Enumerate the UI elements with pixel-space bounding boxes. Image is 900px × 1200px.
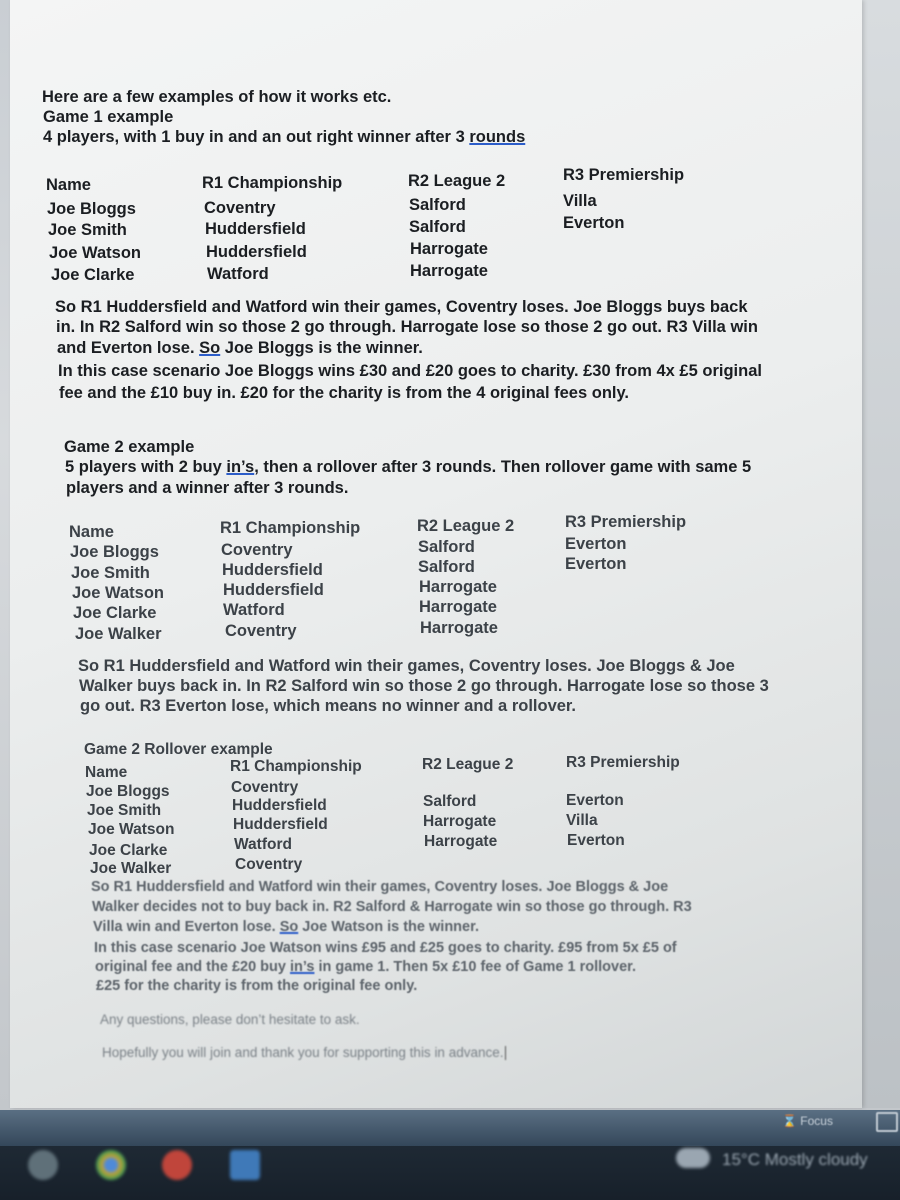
table-cell: Watford [223, 601, 285, 619]
table-cell: Villa [566, 812, 598, 829]
table-cell: Harrogate [410, 262, 488, 280]
table-header: R3 Premiership [566, 754, 680, 771]
table-cell: Salford [409, 218, 466, 236]
table-cell: Joe Bloggs [86, 783, 170, 800]
display-settings-icon[interactable] [876, 1112, 898, 1132]
table-header: R2 League 2 [417, 517, 515, 535]
table-cell: Everton [563, 214, 625, 232]
closing-thanks: Hopefully you will join and thank you for supporting this in advance. [102, 1045, 504, 1060]
table-cell: Coventry [231, 779, 299, 796]
game2-description: players and a winner after 3 rounds. [66, 479, 349, 497]
paragraph-line: So R1 Huddersfield and Watford win their games, Coventry loses. Joe Bloggs & Joe [78, 657, 735, 675]
table-cell: Salford [418, 538, 475, 556]
taskbar-top-strip [0, 1110, 900, 1146]
table-cell: Joe Smith [48, 221, 127, 239]
paragraph-line: go out. R3 Everton lose, which means no winner and a rollover. [80, 697, 577, 715]
table-header: R3 Premiership [565, 513, 687, 531]
table-cell: Salford [418, 558, 475, 576]
table-cell: Huddersfield [233, 816, 328, 833]
table-cell: Salford [409, 196, 466, 214]
paragraph-line: In this case scenario Joe Bloggs wins £30 and £20 goes to charity. £30 from 4x £5 original [58, 362, 762, 380]
table-cell: Watford [234, 836, 292, 853]
intro-line: Here are a few examples of how it works etc. [42, 88, 392, 106]
paragraph-line: fee and the £10 buy in. £20 for the charity is from the 4 original fees only. [59, 384, 630, 402]
paragraph-line: In this case scenario Joe Watson wins £95 and £25 goes to charity. £95 from 5x £5 of [94, 940, 677, 956]
game1-title: Game 1 example [43, 108, 174, 126]
table-header: R1 Championship [220, 519, 361, 537]
table-cell: Joe Clarke [51, 266, 135, 284]
table-cell: Coventry [204, 199, 276, 217]
table-cell: Huddersfield [232, 797, 327, 814]
table-cell: Coventry [221, 541, 293, 559]
window-edge [862, 0, 900, 1108]
paragraph-line: Villa win and Everton lose. So Joe Watson is the winner. [93, 919, 479, 935]
text-cursor [505, 1046, 506, 1060]
table-cell: Joe Bloggs [47, 200, 136, 218]
table-cell: Villa [563, 192, 597, 210]
table-header: R1 Championship [202, 174, 343, 192]
table-cell: Joe Watson [72, 584, 164, 602]
paragraph-line: So R1 Huddersfield and Watford win their games, Coventry loses. Joe Bloggs & Joe [91, 879, 669, 895]
app-icon-red[interactable] [162, 1150, 192, 1180]
table-cell: Harrogate [410, 240, 488, 258]
chrome-icon[interactable] [96, 1150, 126, 1180]
taskbar-app-icon[interactable] [28, 1150, 58, 1180]
table-cell: Joe Smith [71, 564, 150, 582]
table-cell: Joe Smith [87, 802, 162, 819]
document-page[interactable] [10, 0, 862, 1108]
table-cell: Huddersfield [205, 220, 306, 238]
table-cell: Huddersfield [206, 243, 307, 261]
table-header: Name [85, 764, 128, 781]
paragraph-line: in. In R2 Salford win so those 2 go through. Harrogate lose so those 2 go out. R3 Villa win [56, 318, 758, 336]
table-cell: Joe Clarke [73, 604, 157, 622]
focus-button[interactable]: ⌛ Focus [782, 1114, 833, 1128]
table-cell: Salford [423, 793, 477, 810]
table-header: R2 League 2 [422, 756, 514, 773]
table-header: R3 Premiership [563, 166, 685, 184]
table-cell: Everton [566, 792, 624, 809]
table-cell: Everton [565, 555, 627, 573]
rollover-title: Game 2 Rollover example [84, 741, 273, 758]
game2-title: Game 2 example [64, 438, 195, 456]
table-cell: Harrogate [420, 619, 498, 637]
table-cell: Everton [565, 535, 627, 553]
table-header: Name [46, 176, 91, 194]
game2-description: 5 players with 2 buy in’s, then a rollover after 3 rounds. Then rollover game with same 5 [65, 458, 752, 476]
table-cell: Coventry [225, 622, 297, 640]
table-cell: Coventry [235, 856, 303, 873]
table-cell: Harrogate [419, 578, 497, 596]
paragraph-line: Walker decides not to buy back in. R2 Salford & Harrogate win so those go through. R3 [92, 899, 692, 915]
table-header: Name [69, 523, 114, 541]
paragraph-line: original fee and the £20 buy in’s in game 1. Then 5x £10 fee of Game 1 rollover. [95, 959, 637, 975]
table-header: R1 Championship [230, 758, 362, 775]
table-cell: Joe Bloggs [70, 543, 159, 561]
table-cell: Joe Walker [90, 860, 172, 877]
table-cell: Huddersfield [223, 581, 324, 599]
table-cell: Watford [207, 265, 269, 283]
table-header: R2 League 2 [408, 172, 506, 190]
weather-widget[interactable]: 15°C Mostly cloudy [722, 1150, 868, 1169]
table-cell: Harrogate [424, 833, 498, 850]
table-cell: Joe Clarke [89, 842, 168, 859]
closing-questions: Any questions, please don’t hesitate to ask. [100, 1012, 360, 1027]
paragraph-line: Walker buys back in. In R2 Salford win so those 2 go through. Harrogate lose so those 3 [79, 677, 769, 695]
app-icon-blue[interactable] [230, 1150, 260, 1180]
table-cell: Everton [567, 832, 625, 849]
game1-description: 4 players, with 1 buy in and an out right winner after 3 rounds [43, 128, 526, 146]
table-cell: Joe Watson [49, 244, 141, 262]
paragraph-line: £25 for the charity is from the original fee only. [96, 978, 418, 994]
paragraph-line: and Everton lose. So Joe Bloggs is the winner. [57, 339, 423, 357]
table-cell: Joe Watson [88, 821, 175, 838]
paragraph-line: So R1 Huddersfield and Watford win their games, Coventry loses. Joe Bloggs buys back [55, 298, 748, 316]
table-cell: Harrogate [423, 813, 497, 830]
table-cell: Huddersfield [222, 561, 323, 579]
table-cell: Harrogate [419, 598, 497, 616]
table-cell: Joe Walker [75, 625, 162, 643]
cloud-icon [676, 1148, 710, 1168]
